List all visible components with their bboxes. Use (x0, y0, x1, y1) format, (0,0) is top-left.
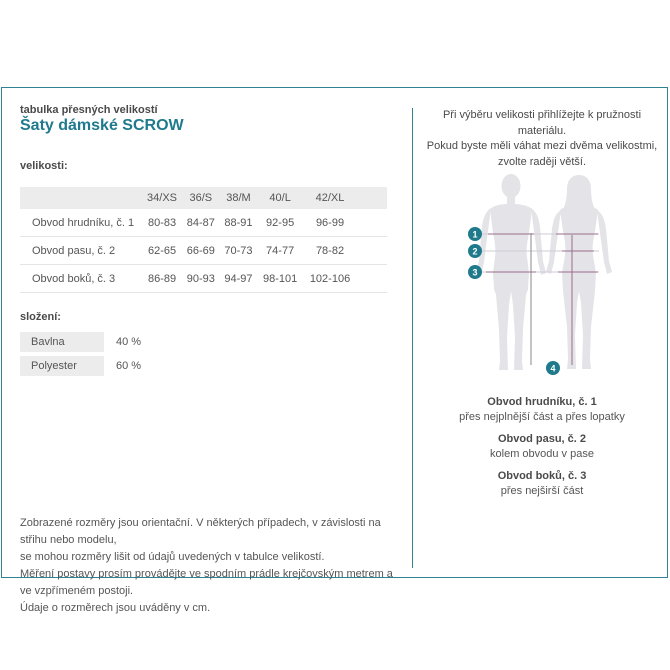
cell: 98-101 (257, 265, 303, 293)
size-advice-text (423, 108, 661, 170)
advice-line: Při výběru velikosti přihlížejte k pružnosti materiálu. (442, 109, 642, 137)
material-percent: 40 % (116, 336, 142, 348)
row-label: Obvod hrudníku, č. 1 (20, 209, 142, 237)
table-eyebrow: tabulka přesných velikostí (20, 104, 158, 116)
material-name: Bavlna (20, 332, 104, 352)
marker-4-number: 4 (550, 363, 556, 374)
disclaimer-text (20, 515, 405, 617)
cell: 102-106 (303, 265, 357, 293)
disclaimer-line: Zobrazené rozměry jsou orientační. V některých případech, v závislosti na střihu nebo modelu, (20, 517, 381, 546)
marker-2-number: 2 (472, 246, 478, 257)
cell-spacer (357, 237, 387, 265)
cell: 94-97 (220, 265, 258, 293)
measurement-descriptions (422, 395, 662, 506)
cell: 86-89 (142, 265, 182, 293)
silhouettes-diagram (422, 169, 662, 387)
size-col-empty (20, 187, 142, 209)
sizes-section-label: velikosti: (20, 160, 68, 172)
cell: 84-87 (182, 209, 220, 237)
cell: 80-83 (142, 209, 182, 237)
marker-1-number: 1 (472, 229, 478, 240)
size-col: 42/XL (303, 187, 357, 209)
cell: 70-73 (220, 237, 258, 265)
disclaimer-line: se mohou rozměry lišit od údajů uvedených v tabulce velikostí. (20, 551, 325, 563)
cell: 92-95 (257, 209, 303, 237)
disclaimer-line: Měření postavy prosím provádějte ve spodním prádle krejčovským metrem a ve vzpřímeném postoji. (20, 568, 393, 597)
composition-row (20, 356, 141, 376)
table-row (20, 209, 387, 237)
row-label: Obvod pasu, č. 2 (20, 237, 142, 265)
size-col: 36/S (182, 187, 220, 209)
advice-line: Pokud byste měli váhat mezi dvěma velikostmi, (426, 140, 658, 152)
size-col: 38/M (220, 187, 258, 209)
cell: 96-99 (303, 209, 357, 237)
material-name: Polyester (20, 356, 104, 376)
cell-spacer (357, 209, 387, 237)
disclaimer-line: Údaje o rozměrech jsou uváděny v cm. (20, 602, 211, 614)
measurement-desc: přes nejširší část (500, 485, 584, 497)
vertical-divider (412, 108, 413, 568)
cell: 88-91 (220, 209, 258, 237)
table-row (20, 237, 387, 265)
cell: 78-82 (303, 237, 357, 265)
cell: 90-93 (182, 265, 220, 293)
advice-line: zvolte raději větší. (497, 155, 587, 168)
size-col-spacer (357, 187, 387, 209)
marker-3-number: 3 (472, 267, 478, 278)
composition-section-label: složení: (20, 311, 61, 323)
measurement-title: Obvod pasu, č. 2 (497, 433, 587, 445)
row-label: Obvod boků, č. 3 (20, 265, 142, 293)
size-table-header (20, 187, 387, 209)
composition-row (20, 332, 141, 352)
cell-spacer (357, 265, 387, 293)
measurement-desc: přes nejplnější část a přes lopatky (459, 411, 625, 423)
table-row (20, 265, 387, 293)
size-col: 40/L (257, 187, 303, 209)
product-title: Šaty dámské SCROW (20, 117, 184, 134)
cell: 62-65 (142, 237, 182, 265)
cell: 66-69 (182, 237, 220, 265)
measurement-title: Obvod boků, č. 3 (497, 470, 587, 482)
size-table (20, 187, 387, 293)
measurement-desc: kolem obvodu v pase (490, 448, 594, 460)
cell: 74-77 (257, 237, 303, 265)
size-chart-panel (1, 87, 668, 614)
size-col: 34/XS (142, 187, 182, 209)
material-percent: 60 % (116, 360, 142, 372)
measurement-title: Obvod hrudníku, č. 1 (487, 396, 597, 408)
measurement-figure (422, 169, 662, 387)
